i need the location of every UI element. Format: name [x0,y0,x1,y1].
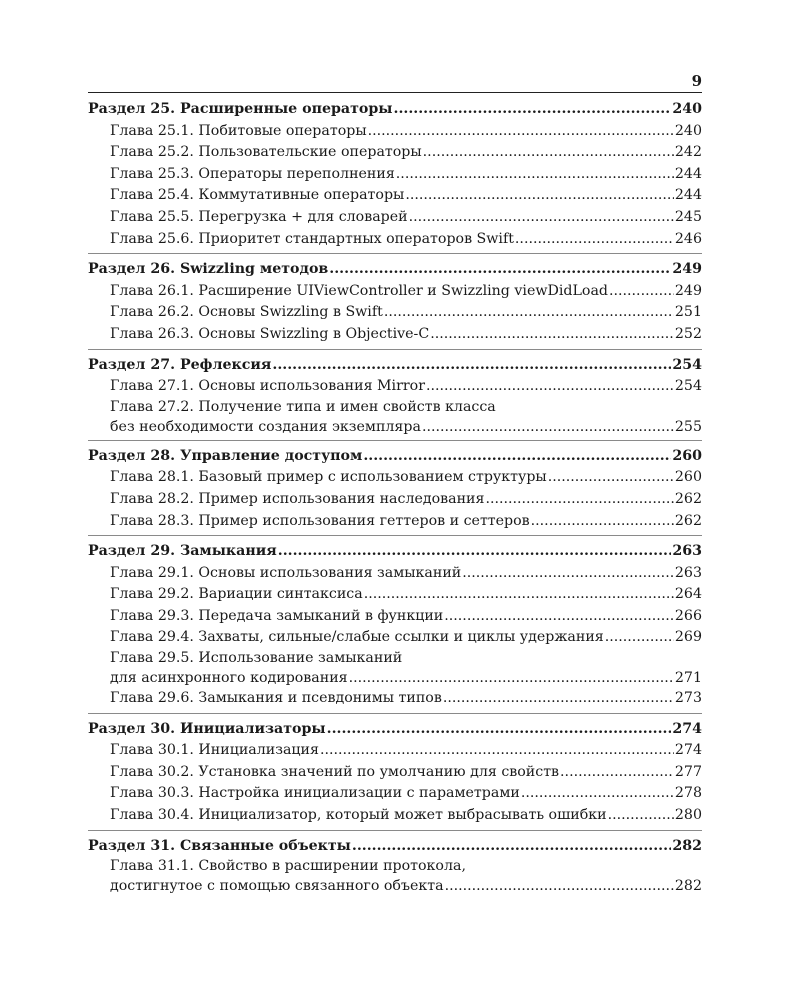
chapter-page: 244 [674,165,702,182]
chapter-page: 271 [674,670,702,687]
chapter-entry[interactable] [88,511,702,533]
chapter-page: 273 [674,690,702,707]
chapter-page: 255 [674,418,702,435]
chapter-page: 274 [674,742,702,759]
chapter-page: 254 [674,378,702,395]
chapter-title: Глава 29.1. Основы использования замыканий [110,564,462,581]
chapter-entry[interactable] [88,207,702,229]
chapter-title-continuation: без необходимости создания экземпляра [110,418,421,435]
dot-leader [278,541,672,563]
chapter-title: Глава 26.1. Расширение UIViewController и Swizzling viewDidLoad [110,282,608,299]
toc-section [88,259,702,349]
dot-leader [422,417,674,437]
chapter-entry[interactable] [88,584,702,606]
dot-leader [443,688,674,710]
toc-section [88,446,702,536]
chapter-page: 277 [674,763,702,780]
chapter-entry[interactable] [88,302,702,324]
dot-leader [430,324,674,346]
dot-leader [352,836,671,858]
chapter-title-line[interactable]: Глава 29.5. Использование замыканий [110,650,403,667]
dot-leader [329,259,671,281]
chapter-entry[interactable] [88,489,702,511]
chapter-entry[interactable] [88,627,702,649]
dot-leader [462,563,674,585]
chapter-title-line[interactable]: Глава 31.1. Свойство в расширении протокола, [110,858,466,875]
chapter-title: Глава 30.1. Инициализация [110,742,319,759]
toc-section [88,541,702,714]
chapter-page: 249 [674,282,702,299]
chapter-title: Глава 28.1. Базовый пример с использованием структуры [110,469,547,486]
chapter-entry[interactable] [88,467,702,489]
chapter-title: Глава 28.3. Пример использования геттеров и сеттеров [110,512,530,529]
chapter-title: Глава 25.2. Пользовательские операторы [110,144,422,161]
section-title: Раздел 26. Swizzling методов [88,261,329,278]
section-heading[interactable] [88,719,702,741]
section-page: 274 [672,720,702,737]
chapter-title: Глава 29.3. Передача замыканий в функции [110,607,444,624]
chapter-entry[interactable] [88,805,702,827]
dot-leader [605,627,674,649]
dot-leader [423,142,674,164]
section-heading[interactable] [88,259,702,281]
chapter-page: 245 [674,208,702,225]
section-title: Раздел 28. Управление доступом [88,447,363,464]
toc-sections [88,93,702,899]
chapter-title: Глава 27.1. Основы использования Mirror [110,378,425,395]
chapter-entry[interactable] [88,185,702,207]
chapter-page: 260 [674,469,702,486]
chapter-entry[interactable] [88,876,702,896]
dot-leader [364,584,674,606]
chapter-entry[interactable] [88,376,702,398]
dot-leader [445,876,674,896]
toc-page [88,70,702,904]
chapter-title: Глава 30.3. Настройка инициализации с параметрами [110,785,520,802]
dot-leader [394,99,672,121]
chapter-entry[interactable] [88,164,702,186]
chapter-title: Глава 26.2. Основы Swizzling в Swift [110,304,383,321]
dot-leader [515,229,674,251]
dot-leader [327,719,672,741]
chapter-page: 280 [674,807,702,824]
chapter-title: Глава 25.3. Операторы переполнения [110,165,395,182]
chapter-page: 264 [674,586,702,603]
chapter-entry[interactable] [88,668,702,688]
dot-leader [608,805,674,827]
chapter-title: Глава 30.4. Инициализатор, который может выбрасывать ошибки [110,807,607,824]
dot-leader [560,762,674,784]
chapter-entry[interactable] [88,783,702,805]
chapter-page: 262 [674,490,702,507]
section-title: Раздел 31. Связанные объекты [88,837,351,854]
chapter-title: Глава 25.4. Коммутативные операторы [110,187,405,204]
chapter-page: 266 [674,607,702,624]
chapter-title: Глава 25.5. Перегрузка + для словарей [110,208,408,225]
chapter-page: 282 [674,878,702,895]
chapter-page: 246 [674,230,702,247]
dot-leader [409,207,674,229]
section-heading[interactable] [88,446,702,468]
dot-leader [384,302,674,324]
chapter-page: 262 [674,512,702,529]
chapter-title: Глава 29.2. Вариации синтаксиса [110,586,363,603]
section-page: 249 [672,261,702,278]
toc-section [88,719,702,831]
section-page: 282 [672,837,702,854]
page-number: 9 [691,72,702,90]
section-page: 254 [672,356,702,373]
dot-leader [368,121,674,143]
page-header [88,70,702,93]
dot-leader [444,606,674,628]
chapter-entry[interactable] [88,563,702,585]
chapter-entry[interactable] [88,121,702,143]
chapter-title-continuation: достигнутое с помощью связанного объекта [110,878,444,895]
chapter-entry[interactable] [88,688,702,710]
toc-section [88,99,702,254]
chapter-entry[interactable] [88,606,702,628]
dot-leader [396,164,674,186]
chapter-page: 244 [674,187,702,204]
dot-leader [548,467,674,489]
chapter-page: 263 [674,564,702,581]
chapter-page: 251 [674,304,702,321]
chapter-title-line[interactable]: Глава 27.2. Получение типа и имен свойств класса [110,398,496,415]
chapter-page: 252 [674,325,702,342]
dot-leader [485,489,673,511]
section-page: 263 [672,543,702,560]
section-title: Раздел 25. Расширенные операторы [88,101,393,117]
chapter-entry[interactable] [88,142,702,164]
section-heading[interactable] [88,541,702,563]
chapter-title: Глава 25.1. Побитовые операторы [110,122,367,139]
toc-section [88,836,702,900]
section-title: Раздел 29. Замыкания [88,543,277,560]
dot-leader [609,281,674,303]
section-page: 260 [672,447,702,464]
section-heading[interactable] [88,99,702,121]
toc-section [88,355,702,441]
chapter-entry[interactable] [88,762,702,784]
section-heading[interactable] [88,836,702,858]
chapter-title: Глава 28.2. Пример использования наследования [110,490,485,507]
dot-leader [363,446,671,468]
chapter-title: Глава 29.4. Захваты, сильные/слабые ссылки и циклы удержания [110,629,604,646]
dot-leader [531,511,674,533]
dot-leader [405,185,674,207]
chapter-page: 240 [674,122,702,139]
chapter-title: Глава 30.2. Установка значений по умолчанию для свойств [110,763,560,780]
chapter-title-continuation: для асинхронного кодирования [110,670,348,687]
dot-leader [320,740,674,762]
chapter-page: 242 [674,144,702,161]
chapter-entry[interactable] [88,417,702,437]
dot-leader [349,668,674,688]
dot-leader [426,376,674,398]
chapter-entry[interactable] [88,229,702,251]
section-title: Раздел 30. Инициализаторы [88,720,326,737]
section-page: 240 [672,101,702,117]
section-title: Раздел 27. Рефлексия [88,356,272,373]
chapter-entry[interactable] [88,740,702,762]
dot-leader [521,783,674,805]
chapter-entry[interactable] [88,281,702,303]
chapter-title: Глава 26.3. Основы Swizzling в Objective-C [110,325,430,342]
section-heading[interactable] [88,355,702,377]
chapter-page: 278 [674,785,702,802]
chapter-page: 269 [674,629,702,646]
chapter-title: Глава 25.6. Приоритет стандартных операторов Swift [110,230,514,247]
chapter-entry[interactable] [88,324,702,346]
dot-leader [272,355,671,377]
chapter-title: Глава 29.6. Замыкания и псевдонимы типов [110,690,442,707]
